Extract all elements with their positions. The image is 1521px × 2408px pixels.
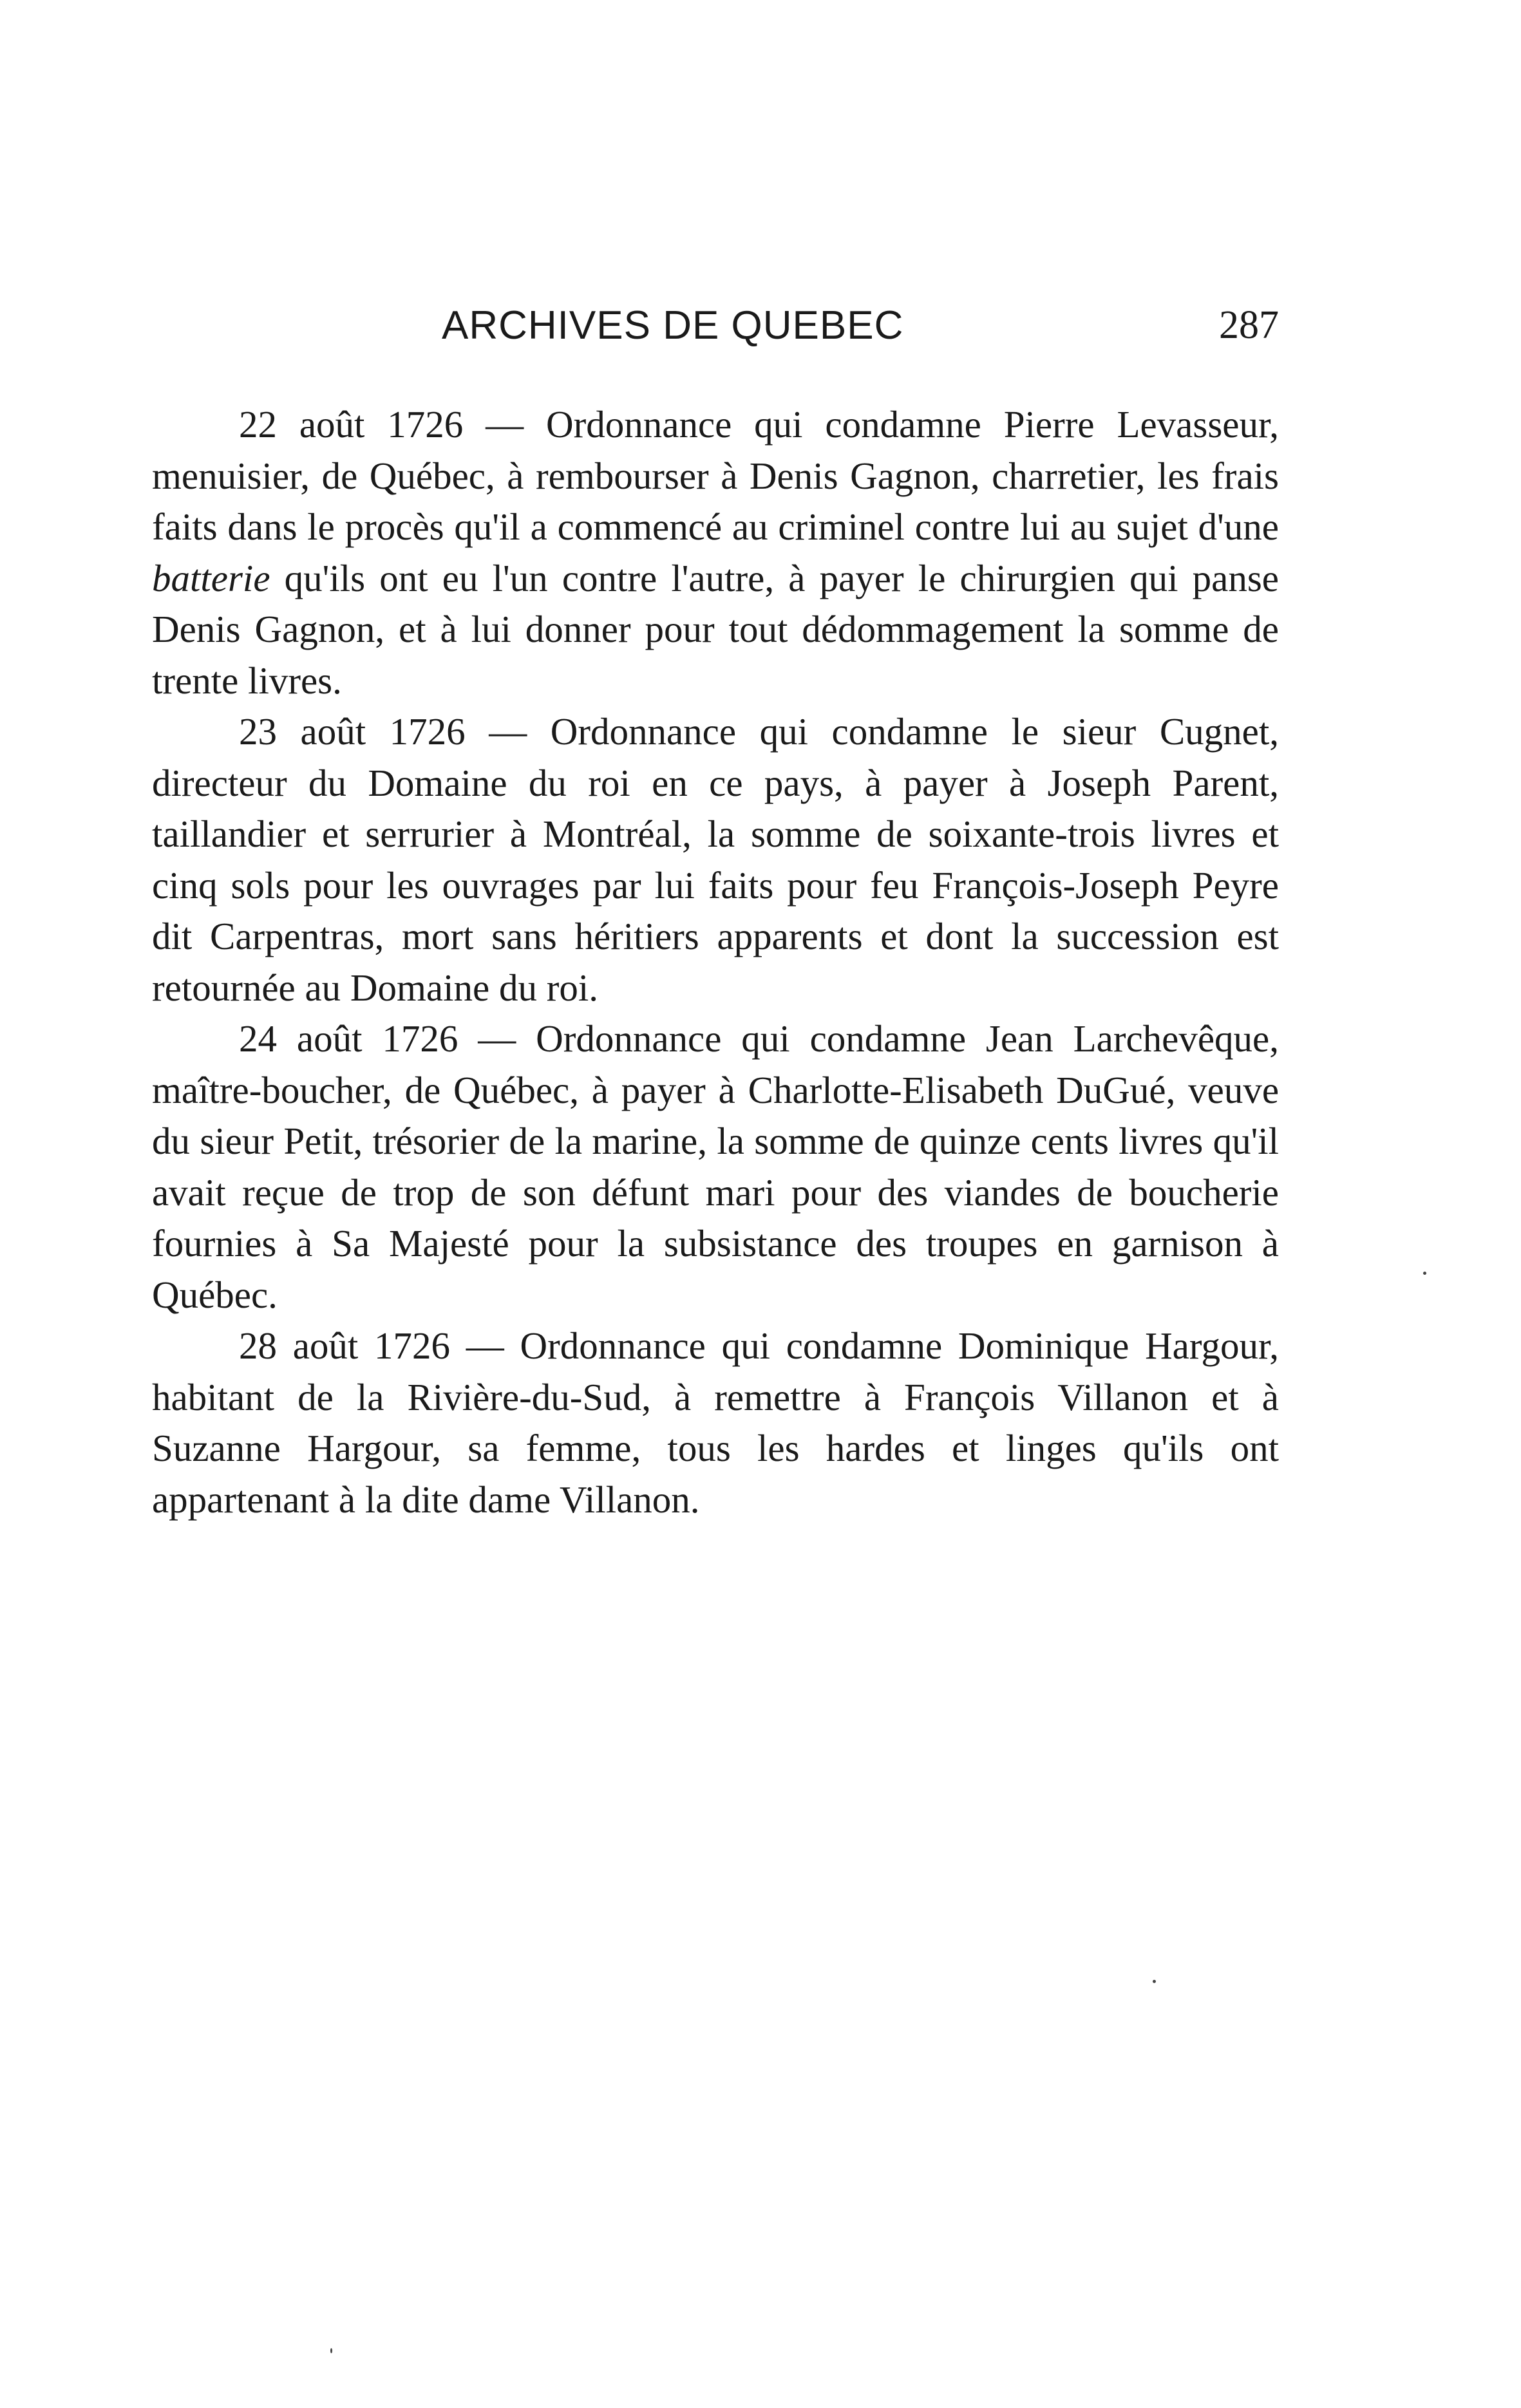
entry-date: 23 août 1726 xyxy=(239,710,466,753)
entry-text: Ordonnance qui condamne Jean Larchevêque, maître-boucher, de Québec, à payer à Charlotte-Elisabeth DuGué, veuve du sieur Petit, trésorier de la marine, la somme de quinze cents livres qu'il avait reçue de trop de son défunt mari pour des viandes de boucherie fournies à Sa Majesté pour la subsistance des troupes en garnison à Québec. xyxy=(152,1017,1279,1316)
scan-speck xyxy=(1153,1980,1156,1983)
entry-text: Ordonnance qui condamne le sieur Cugnet, directeur du Domaine du roi en ce pays, à payer à Joseph Parent, taillandier et serrurier à Montréal, la somme de soixante-trois livres et cinq sols pour les ouvrages par lui faits pour feu François-Joseph Peyre dit Carpentras, mort sans héritiers apparents et dont la succession est retournée au Domaine du roi. xyxy=(152,710,1280,1009)
scan-speck xyxy=(330,2348,332,2353)
page-number: 287 xyxy=(1219,303,1279,347)
entry-4 xyxy=(152,1321,1279,1525)
entry-date: 22 août 1726 xyxy=(239,403,464,446)
entry-separator: — xyxy=(463,403,546,446)
running-head xyxy=(152,303,1279,361)
running-title: ARCHIVES DE QUEBEC xyxy=(442,303,904,348)
scan-speck xyxy=(1423,1272,1426,1275)
entry-text: Ordonnance qui condamne Dominique Hargour, habitant de la Rivière-du-Sud, à remettre à François Villanon et à Suzanne Hargour, sa femme, tous les hardes et linges qu'ils ont appartenant à la dite dame Villanon. xyxy=(152,1324,1279,1521)
entry-text: Ordonnance qui condamne Pierre Levasseur, menuisier, de Québec, à rembourser à Denis Gagnon, charretier, les frais faits dans le procès qu'il a commencé au criminel contre lui au sujet d'une xyxy=(152,403,1279,548)
entry-separator: — xyxy=(450,1324,520,1367)
body-text xyxy=(152,399,1279,1525)
entry-italic-word: batterie xyxy=(152,556,270,599)
entry-text-continued: qu'ils ont eu l'un contre l'autre, à payer le chirurgien qui panse Denis Gagnon, et à lui donner pour tout dédommagement la somme de trente livres. xyxy=(152,556,1279,702)
entry-separator: — xyxy=(458,1017,536,1060)
entry-date: 24 août 1726 xyxy=(239,1017,458,1060)
entry-separator: — xyxy=(465,710,551,753)
entry-date: 28 août 1726 xyxy=(239,1324,451,1367)
entry-2 xyxy=(152,706,1279,1013)
entry-3 xyxy=(152,1013,1279,1321)
entry-1 xyxy=(152,399,1279,706)
